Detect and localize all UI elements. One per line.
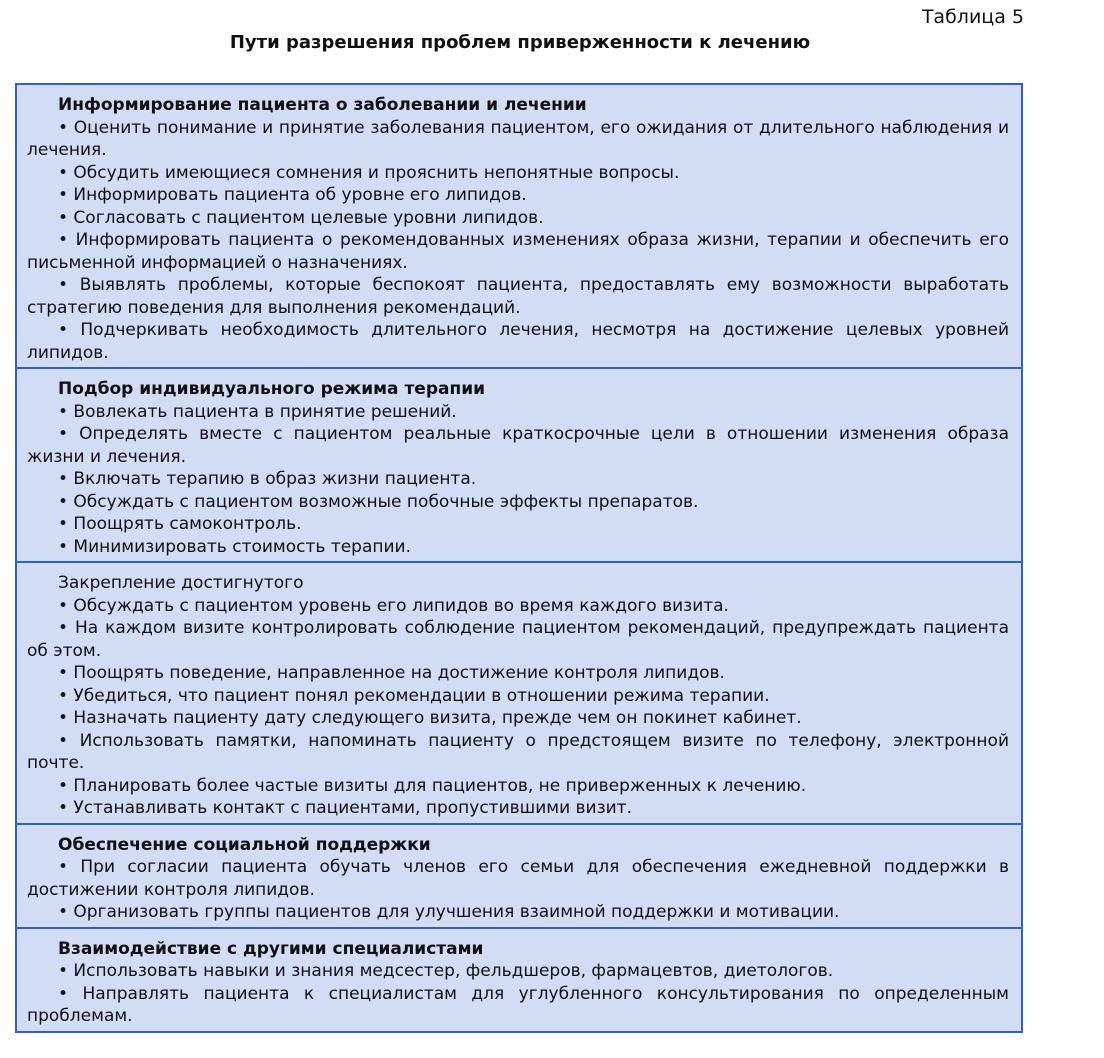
list-item: • Информировать пациента об уровне его липидов. <box>58 185 527 205</box>
list-item: • Устанавливать контакт с пациентами, пропустившими визит. <box>58 798 632 818</box>
section-patient-information <box>17 85 1021 369</box>
list-item: • При согласии пациента обучать членов его семьи для обеспечения ежедневной поддержки в достижении контроля липидов. <box>27 857 1009 900</box>
list-item: • Включать терапию в образ жизни пациента. <box>58 469 477 489</box>
list-item: • Обсуждать с пациентом уровень его липидов во время каждого визита. <box>58 595 729 616</box>
list-item: • Обсудить имеющиеся сомнения и прояснить непонятные вопросы. <box>58 162 680 183</box>
list-item: • Использовать памятки, напоминать пациенту о предстоящем визите по телефону, электронной почте. <box>27 730 1009 773</box>
list-item: • Определять вместе с пациентом реальные краткосрочные цели в отношении изменения образа жизни и лечения. <box>27 424 1009 467</box>
section-heading: Закрепление достигнутого <box>58 573 304 593</box>
list-item: • Назначать пациенту дату следующего визита, прежде чем он покинет кабинет. <box>58 708 802 728</box>
section-heading: Обеспечение социальной поддержки <box>58 834 431 855</box>
list-item: • Организовать группы пациентов для улучшения взаимной поддержки и мотивации. <box>58 902 840 922</box>
section-social-support <box>17 825 1021 929</box>
list-item: • Обсуждать с пациентом возможные побочные эффекты препаратов. <box>58 491 699 512</box>
list-item: • Информировать пациента о рекомендованных изменениях образа жизни, терапии и обеспечить его письменной информацией о назначениях. <box>27 230 1009 273</box>
list-item: • Минимизировать стоимость терапии. <box>58 536 412 557</box>
section-heading: Взаимодействие с другими специалистами <box>58 938 484 959</box>
section-reinforcement <box>17 563 1021 825</box>
table-title: Пути разрешения проблем приверженности к лечению <box>229 32 811 53</box>
list-item: • Направлять пациента к специалистам для углубленного консультирования по определенным проблемам. <box>27 983 1009 1026</box>
table-number: Таблица 5 <box>921 6 1024 28</box>
list-item: • Поощрять самоконтроль. <box>58 514 302 534</box>
section-heading: Подбор индивидуального режима терапии <box>58 379 486 399</box>
list-item: • Выявлять проблемы, которые беспокоят пациента, предоставлять ему возможности выработать стратегию поведения для выполнения рекомендаций. <box>27 275 1009 318</box>
list-item: • Согласовать с пациентом целевые уровни липидов. <box>58 207 544 228</box>
list-item: • Вовлекать пациента в принятие решений. <box>58 401 457 422</box>
section-heading: Информирование пациента о заболевании и лечении <box>58 95 587 115</box>
section-specialists <box>17 929 1021 1031</box>
list-item: • Планировать более частые визиты для пациентов, не приверженных к лечению. <box>58 775 807 796</box>
list-item: • Поощрять поведение, направленное на достижение контроля липидов. <box>58 663 725 683</box>
list-item: • На каждом визите контролировать соблюдение пациентом рекомендаций, предупреждать пациента об этом. <box>27 618 1009 661</box>
list-item: • Подчеркивать необходимость длительного лечения, несмотря на достижение целевых уровней липидов. <box>27 320 1009 363</box>
recommendations-table <box>15 83 1023 1033</box>
list-item: • Оценить понимание и принятие заболевания пациентом, его ожидания от длительного наблюдения и лечения. <box>27 117 1009 160</box>
section-individual-therapy <box>17 369 1021 563</box>
list-item: • Убедиться, что пациент понял рекомендации в отношении режима терапии. <box>58 685 770 706</box>
list-item: • Использовать навыки и знания медсестер, фельдшеров, фармацевтов, диетологов. <box>58 961 834 981</box>
